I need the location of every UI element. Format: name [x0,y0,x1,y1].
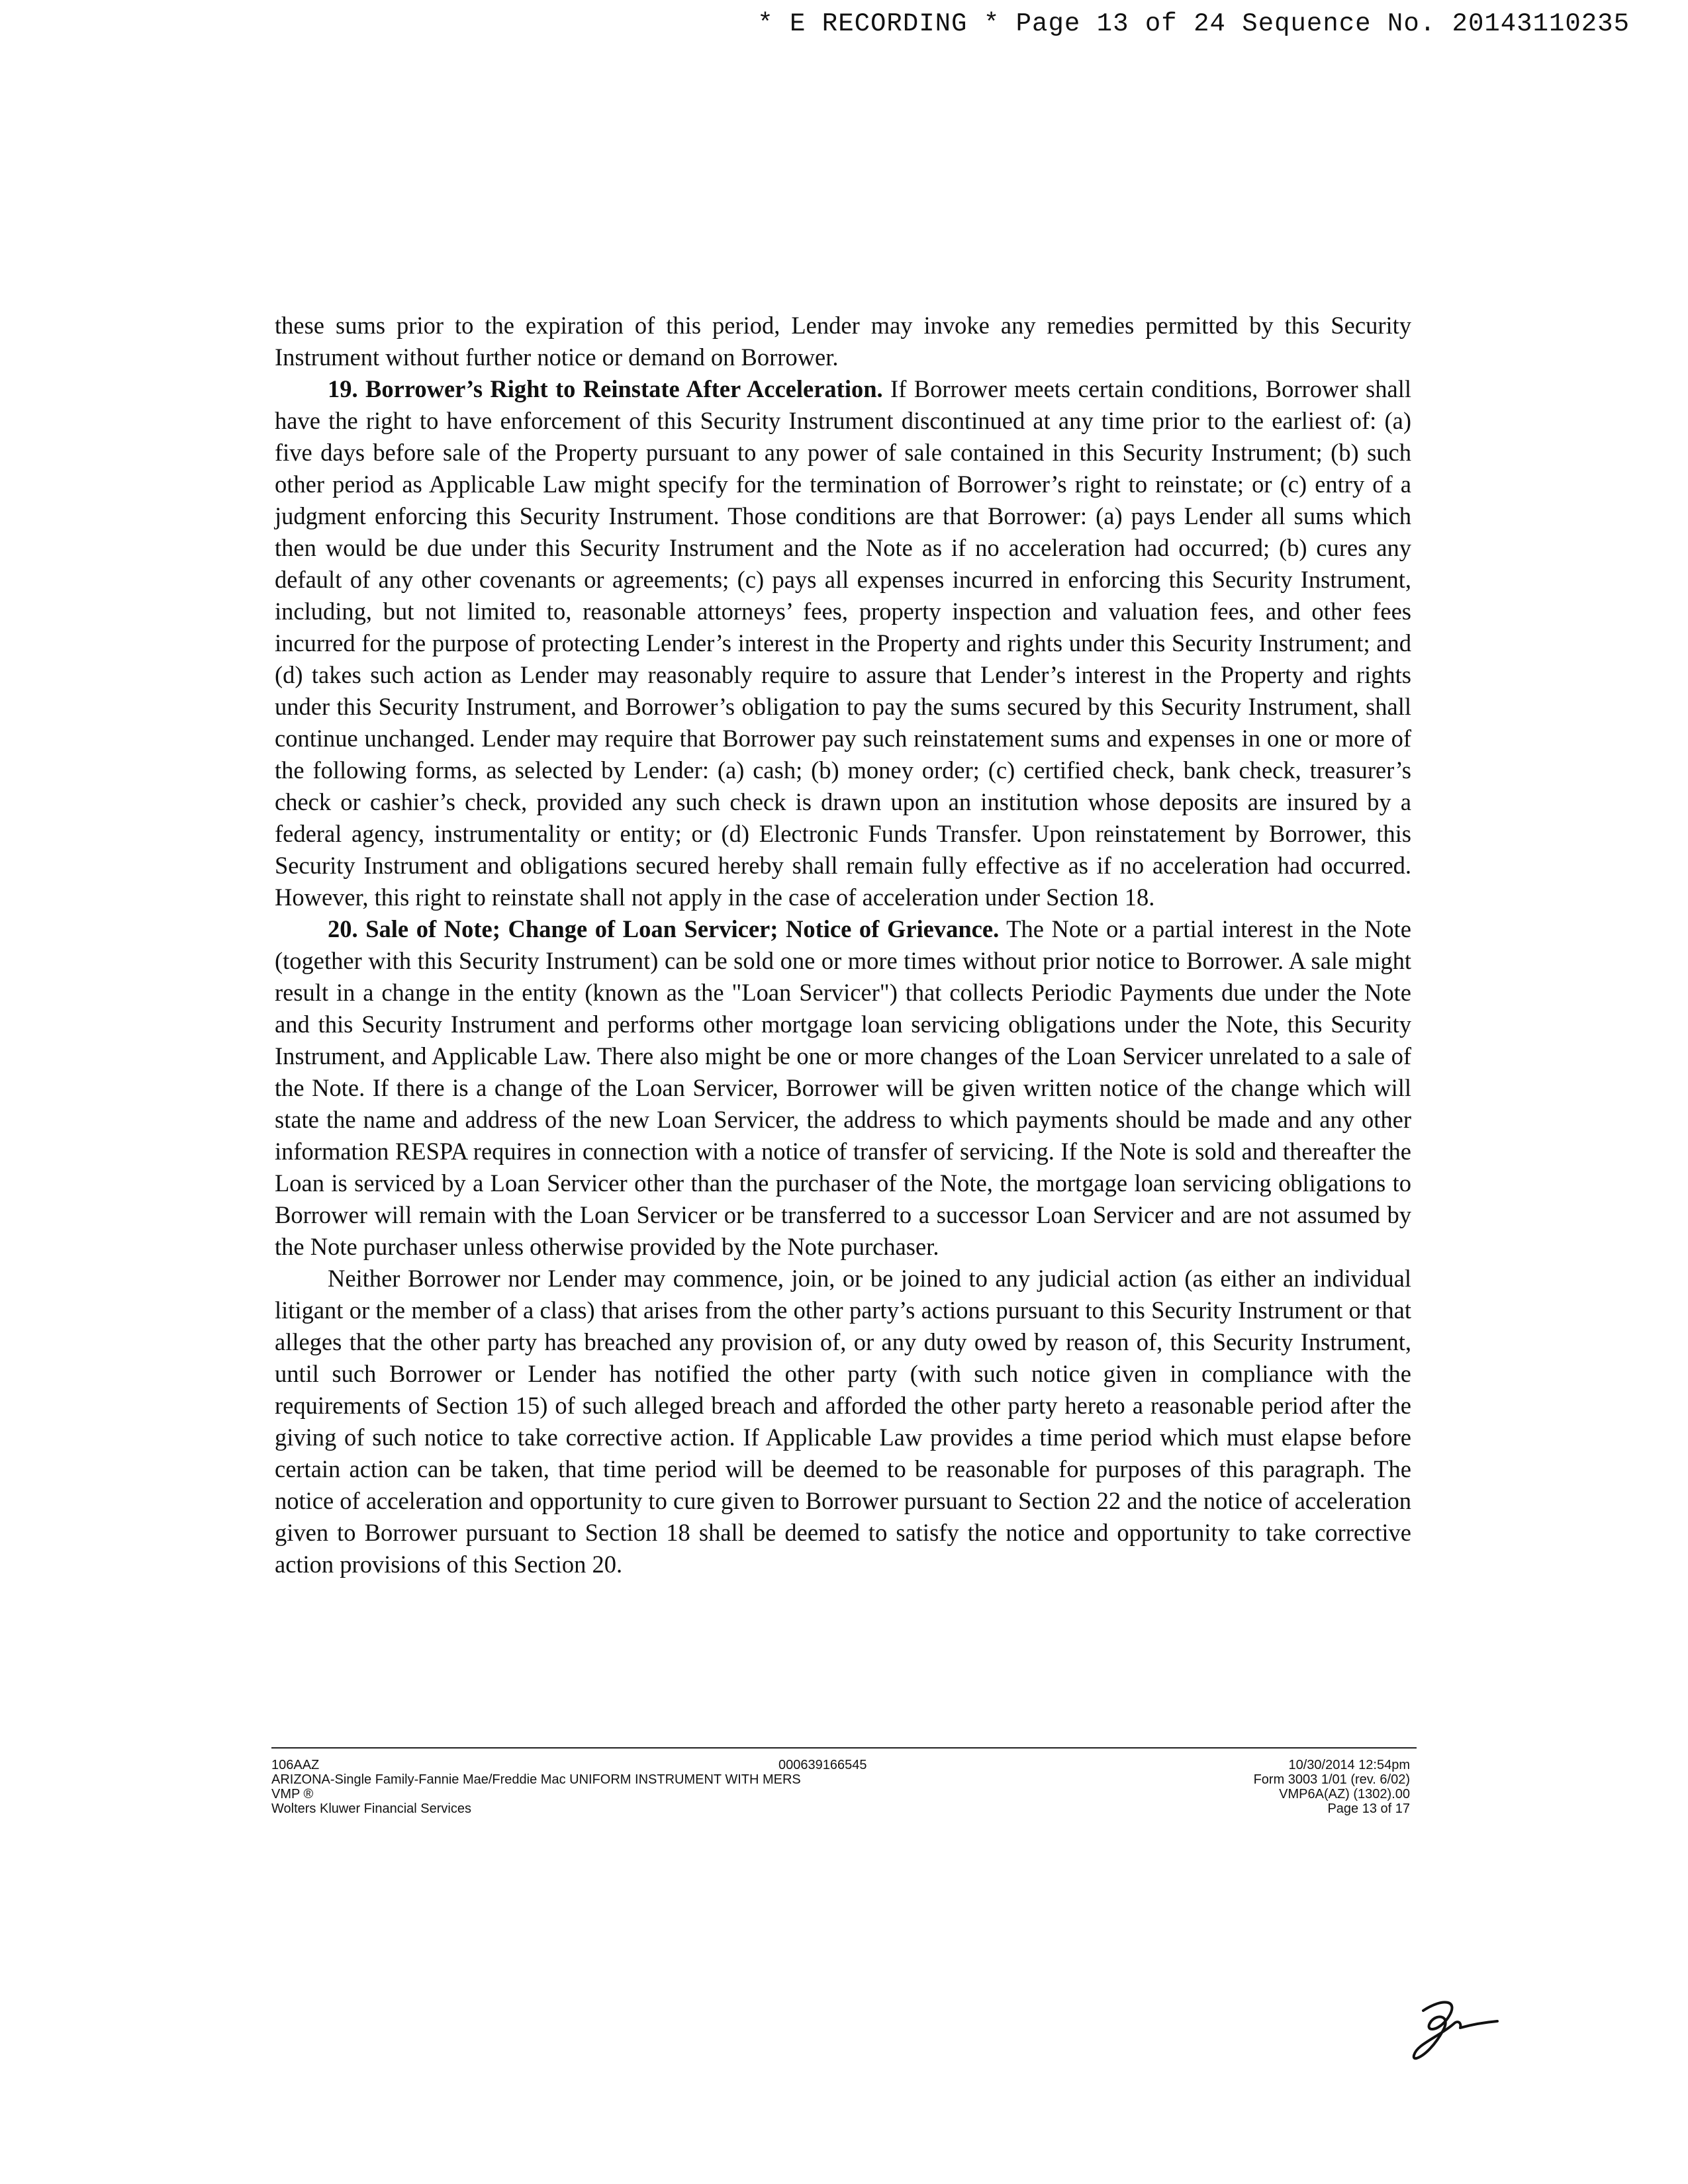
paragraph-neither-borrower: Neither Borrower nor Lender may commence, join, or be joined to any judicial action (as either an individual litigant or the member of a class) that arises from the other party’s actions pursuant to this Security Instrument or that alleges that the other party has breached any provision of, or any duty owed by reason of, this Security Instrument, until such Borrower or Lender has notified the other party (with such notice given in compliance with the requirements of Section 15) of such alleged breach and afforded the other party hereto a reasonable period after the giving of such notice to take corrective action. If Applicable Law provides a time period which must elapse before certain action can be taken, that time period will be deemed to be reasonable for purposes of this paragraph. The notice of acceleration and opportunity to cure given to Borrower pursuant to Section 22 and the notice of acceleration given to Borrower pursuant to Section 18 shall be deemed to satisfy the notice and opportunity to take corrective action provisions of this Section 20. [275,1265,1411,1578]
section-20-heading: 20. Sale of Note; Change of Loan Servicer; Notice of Grievance. [328,915,1000,942]
footer-page-number: Page 13 of 17 [1327,1801,1410,1816]
paragraph-continuation: these sums prior to the expiration of this period, Lender may invoke any remedies permitted by this Security Instrument without further notice or demand on Borrower. [275,312,1411,371]
footer-publisher: Wolters Kluwer Financial Services [271,1801,471,1816]
footer-divider [271,1747,1417,1749]
footer-vmp: VMP ® [271,1787,314,1801]
footer-center [778,1758,867,1772]
footer-left [271,1758,801,1816]
footer-loan-number: 000639166545 [778,1758,867,1772]
handwritten-initials [1397,1992,1503,2065]
section-19-heading: 19. Borrower’s Right to Reinstate After Acceleration. [328,375,883,402]
footer-form-number: Form 3003 1/01 (rev. 6/02) [1253,1772,1410,1787]
footer-timestamp: 10/30/2014 12:54pm [1288,1758,1410,1772]
section-20 [275,913,1411,1263]
document-body [275,310,1411,1580]
footer-right [1254,1758,1410,1816]
footer-vmp-code: VMP6A(AZ) (1302).00 [1279,1787,1410,1801]
footer-form-title: ARIZONA-Single Family-Fannie Mae/Freddie Mac UNIFORM INSTRUMENT WITH MERS [271,1772,801,1787]
section-19 [275,373,1411,913]
footer-form-code: 106AAZ [271,1758,320,1772]
recording-header: * E RECORDING * Page 13 of 24 Sequence No. 20143110235 [757,9,1630,38]
section-19-text: If Borrower meets certain conditions, Borrower shall have the right to have enforcement of this Security Instrument discontinued at any time prior to the earliest of: (a) five days before sale of the Property pursuant to any power of sale contained in this Security Instrument; (b) such other period as Applicable Law might specify for the termination of Borrower’s right to reinstate; or (c) entry of a judgment enforcing this Security Instrument. Those conditions are that Borrower: (a) pays Lender all sums which then would be due under this Security Instrument and the Note as if no acceleration had occurred; (b) cures any default of any other covenants or agreements; (c) pays all expenses incurred in enforcing this Security Instrument, including, but not limited to, reasonable attorneys’ fees, property inspection and valuation fees, and other fees incurred for the purpose of protecting Lender’s interest in the Property and rights under this Security Instrument; and (d) takes such action as Lender may reasonably require to assure that Lender’s interest in the Property and rights under this Security Instrument, and Borrower’s obligation to pay the sums secured by this Security Instrument, shall continue unchanged. Lender may require that Borrower pay such reinstatement sums and expenses in one or more of the following forms, as selected by Lender: (a) cash; (b) money order; (c) certified check, bank check, treasurer’s check or cashier’s check, provided any such check is drawn upon an institution whose deposits are insured by a federal agency, instrumentality or entity; or (d) Electronic Funds Transfer. Upon reinstatement by Borrower, this Security Instrument and obligations secured hereby shall remain fully effective as if no acceleration had occurred. However, this right to reinstate shall not apply in the case of acceleration under Section 18. [275,375,1411,911]
section-20-text: The Note or a partial interest in the Note (together with this Security Instrument) can be sold one or more times without prior notice to Borrower. A sale might result in a change in the entity (known as the "Loan Servicer") that collects Periodic Payments due under the Note and this Security Instrument and performs other mortgage loan servicing obligations under the Note, this Security Instrument, and Applicable Law. There also might be one or more changes of the Loan Servicer unrelated to a sale of the Note. If there is a change of the Loan Servicer, Borrower will be given written notice of the change which will state the name and address of the new Loan Servicer, the address to which payments should be made and any other information RESPA requires in connection with a notice of transfer of servicing. If the Note is sold and thereafter the Loan is serviced by a Loan Servicer other than the purchaser of the Note, the mortgage loan servicing obligations to Borrower will remain with the Loan Servicer or be transferred to a successor Loan Servicer and are not assumed by the Note purchaser unless otherwise provided by the Note purchaser. [275,915,1411,1260]
